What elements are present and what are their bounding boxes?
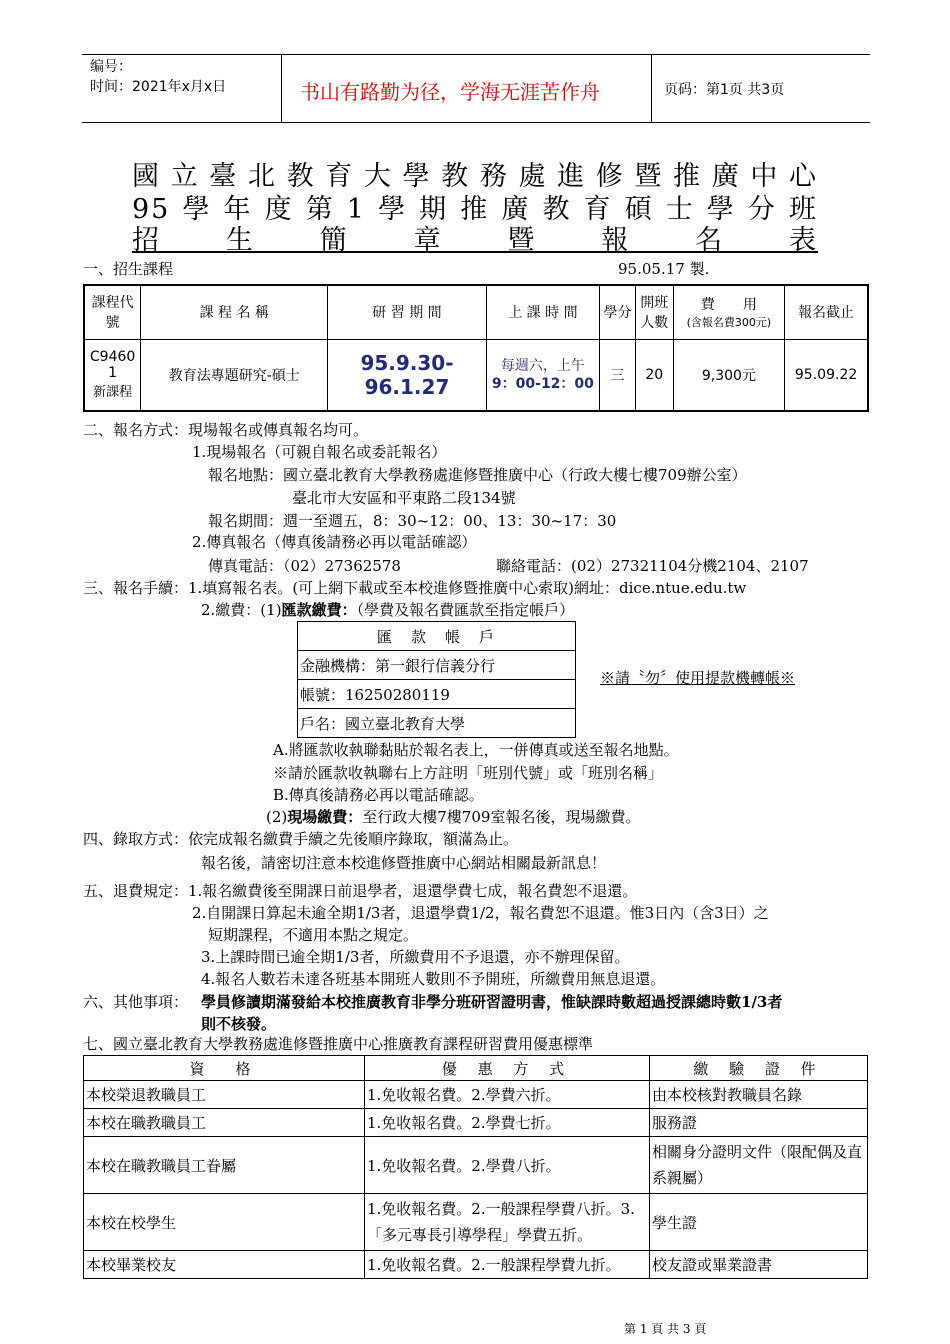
course-name: 教育法專題研究-碩士 [141, 339, 328, 411]
th-time: 上 課 時 間 [486, 285, 599, 339]
course-code-note: 新課程 [93, 385, 133, 401]
course-time-cell [486, 339, 599, 411]
discount-method: 1.免收報名費。2.學費七折。 [365, 1109, 650, 1137]
refund-item2a: 2.自開課日算起未逾全期1/3者，退還學費1/2，報名費恕不退還。惟3日內（含3日）之 [192, 904, 769, 922]
onsite-payment-prefix: (2) [266, 808, 288, 826]
discount-documents: 由本校核對教職員名錄 [650, 1081, 868, 1109]
phone-number: 聯絡電話：(02）27321104分機2104、2107 [496, 557, 809, 575]
th-name: 課 程 名 稱 [141, 285, 328, 339]
page-label: 页码：第1页 共3页 [664, 82, 785, 98]
course-code: C94601 [89, 349, 136, 382]
discount-th-method: 優 惠 方 式 [365, 1056, 650, 1081]
account-name: 戶名：國立臺北教育大學 [298, 709, 576, 738]
refund-item3: 3.上課時間已逾全期1/3者，所繳費用不予退還，亦不辦理保留。 [201, 948, 630, 966]
step-b: B.傳真後請務必再以電話確認。 [273, 786, 484, 804]
discount-documents: 校友證或畢業證書 [650, 1251, 868, 1279]
th-fee [673, 285, 784, 339]
page-footer: 第 1 頁 共 3 頁 [624, 1322, 707, 1336]
th-credits: 學分 [600, 285, 636, 339]
payment-prefix: 2.繳費：(1) [201, 601, 282, 619]
discount-documents: 服務證 [650, 1109, 868, 1137]
header-top-line [82, 54, 870, 55]
refund-item4: 4.報名人數若未達各班基本開班人數則不予開班，所繳費用無息退還。 [201, 970, 666, 988]
discount-method: 1.免收報名費。2.一般課程學費八折。3.「多元專長引導學程」學費五折。 [365, 1194, 650, 1251]
section4-label: 四、錄取方式：依完成報名繳費手續之先後順序錄取，額滿為止。 [83, 830, 519, 848]
account-title: 匯 款 帳 戶 [298, 622, 576, 651]
address: 臺北市大安區和平東路二段134號 [292, 489, 516, 507]
time-label: 时间：2021年x月x日 [90, 79, 227, 95]
payment-suffix: （學費及報名費匯款至指定帳戶） [356, 601, 575, 619]
payment-line [201, 600, 574, 620]
th-code: 課程代號 [84, 285, 141, 339]
discount-table [83, 1055, 868, 1279]
discount-qualification: 本校在校學生 [84, 1194, 365, 1251]
account-number: 帳號：16250280119 [298, 680, 576, 709]
account-table [297, 621, 576, 738]
course-period: 95.9.30-96.1.27 [328, 339, 486, 411]
section2-label: 二、報名方式：現場報名或傳真報名均可。 [83, 421, 369, 439]
discount-qualification: 本校在職教職員工 [84, 1109, 365, 1137]
course-capacity: 20 [635, 339, 673, 411]
section3-label: 三、報名手續：1.填寫報名表。(可上網下載或至本校進修暨推廣中心索取)網址：dice.ntue.edu.tw [83, 579, 747, 597]
discount-qualification: 本校在職教職員工眷屬 [84, 1137, 365, 1194]
discount-qualification: 本校畢業校友 [84, 1251, 365, 1279]
discount-qualification: 本校榮退教職員工 [84, 1081, 365, 1109]
course-credits: 三 [600, 339, 636, 411]
title-line-3: 招生簡章暨報名表 [132, 225, 818, 256]
payment-bold: 匯款繳費： [281, 601, 357, 619]
account-bank: 金融機構：第一銀行信義分行 [298, 651, 576, 680]
section6-bold-line2: 則不核發。 [201, 1015, 277, 1033]
course-table [83, 284, 869, 412]
fax-label: 2.傳真報名（傳真後請務必再以電話確認） [192, 533, 477, 551]
section4-line2: 報名後，請密切注意本校進修暨推廣中心網站相關最新訊息！ [201, 854, 607, 872]
title-line-2: 95學年度第1學期推廣教育碩士學分班 [132, 194, 818, 225]
title-line-1: 國立臺北教育大學教務處進修暨推廣中心 [132, 161, 818, 192]
atm-warning: ※請〝勿〞使用提款機轉帳※ [600, 669, 796, 687]
course-fee: 9,300元 [673, 339, 784, 411]
place-label: 報名地點：國立臺北教育大學教務處進修暨推廣中心（行政大樓七樓709辦公室） [208, 466, 747, 484]
th-fee-note: (含報名費300元) [686, 316, 772, 330]
hours: 報名期間：週一至週五，8：30~12：00、13：30~17：30 [208, 512, 617, 530]
number-label: 编号： [90, 59, 132, 75]
fax-number: 傳真電話：（02）27362578 [208, 557, 401, 575]
motto: 书山有路勤为径，学海无涯苦作舟 [300, 80, 600, 104]
onsite-label: 1.現場報名（可親自報名或委託報名） [192, 443, 447, 461]
course-deadline: 95.09.22 [785, 339, 868, 411]
section6-label: 六、其他事項： [83, 993, 189, 1011]
discount-th-qualification: 資 格 [84, 1056, 365, 1081]
section7-label: 七、國立臺北教育大學教務處進修暨推廣中心推廣教育課程研習費用優惠標準 [83, 1035, 594, 1053]
onsite-payment [266, 807, 640, 827]
refund-item2b: 短期課程，不適用本點之規定。 [208, 926, 419, 944]
step-a: A.將匯款收執聯黏貼於報名表上，一併傳真或送至報名地點。 [273, 741, 679, 759]
th-capacity: 開班人數 [635, 285, 673, 339]
section5-label: 五、退費規定：1.報名繳費後至開課日前退學者，退還學費七成，報名費恕不退還。 [83, 882, 638, 900]
discount-th-documents: 繳 驗 證 件 [650, 1056, 868, 1081]
course-time-day: 每週六，上午 [500, 357, 585, 374]
remit-note: ※請於匯款收執聯右上方註明「班別代號」或「班別名稱」 [273, 764, 664, 782]
th-deadline: 報名截止 [785, 285, 868, 339]
section1-label: 一、招生課程 [83, 260, 174, 278]
header-bottom-line [82, 122, 870, 123]
header-divider [281, 54, 282, 123]
discount-method: 1.免收報名費。2.一般課程學費九折。 [365, 1251, 650, 1279]
discount-documents: 學生證 [650, 1194, 868, 1251]
discount-documents: 相關身分證明文件（限配偶及直系親屬） [650, 1137, 868, 1194]
course-code-cell [84, 339, 141, 411]
onsite-payment-bold: 現場繳費： [287, 808, 363, 826]
th-period: 研 習 期 間 [328, 285, 486, 339]
header-divider [651, 54, 652, 123]
course-time-hours: 9：00-12：00 [491, 375, 594, 392]
made-date: 95.05.17 製. [618, 260, 710, 278]
section6-bold-line1: 學員修讀期滿發給本校推廣教育非學分班研習證明書，惟缺課時數超過授課總時數1/3者 [201, 993, 783, 1011]
discount-method: 1.免收報名費。2.學費八折。 [365, 1137, 650, 1194]
th-fee-label: 費 用 [700, 297, 757, 314]
discount-method: 1.免收報名費。2.學費六折。 [365, 1081, 650, 1109]
onsite-payment-suffix: 至行政大樓7樓709室報名後，現場繳費。 [362, 808, 641, 826]
